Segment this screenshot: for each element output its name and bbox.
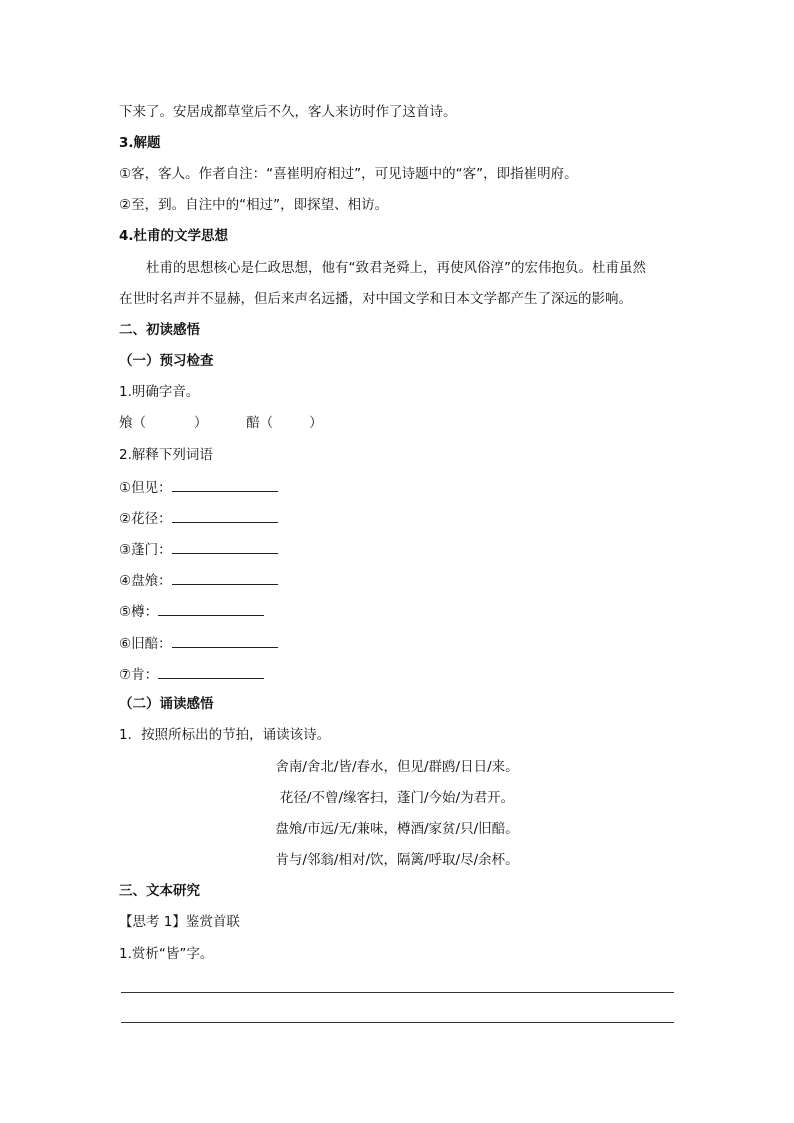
term-label: ⑤樽： — [119, 604, 159, 620]
answer-blank[interactable] — [172, 507, 278, 523]
intro-tail-text: 下来了。安居成都草堂后不久，客人来访时作了这首诗。 — [119, 104, 457, 120]
pron-close-1: ） — [194, 415, 208, 431]
poem-line-1: 舍南/舍北/皆/春水，但见/群鸥/日日/来。 — [275, 759, 519, 775]
poem-line-2: 花径/不曾/缘客扫，蓬门/今始/为君开。 — [279, 790, 515, 806]
term-row-5 — [119, 600, 264, 622]
answer-blank[interactable] — [172, 569, 278, 585]
term-row-4 — [119, 569, 278, 591]
part2-sub1: （一）预习检查 — [119, 353, 214, 369]
question-pronunciation: 1.明确字音。 — [119, 384, 200, 400]
answer-blank[interactable] — [172, 632, 278, 648]
term-label: ④盘飧： — [119, 573, 172, 589]
part3-heading: 三、文本研究 — [119, 883, 200, 899]
question-appreciate: 1.赏析“皆”字。 — [119, 946, 214, 962]
answer-blank[interactable] — [172, 538, 278, 554]
term-label: ⑥旧醅： — [119, 636, 172, 652]
term-row-3 — [119, 538, 278, 560]
section3-heading: 3.解题 — [119, 135, 161, 151]
term-row-6 — [119, 632, 278, 654]
section3-line1: ①客，客人。作者自注：“喜崔明府相过”，可见诗题中的“客”，即指崔明府。 — [119, 166, 578, 182]
answer-line-1[interactable] — [121, 992, 674, 993]
answer-line-2[interactable] — [121, 1022, 674, 1023]
poem-line-4: 肯与/邻翁/相对/饮，隔篱/呼取/尽/余杯。 — [275, 852, 519, 868]
pron-char-1: 飧（ — [119, 415, 146, 431]
part2-sub2: （二）诵读感悟 — [119, 696, 214, 712]
answer-blank[interactable] — [158, 663, 264, 679]
term-row-2 — [119, 507, 278, 529]
term-label: ②花径： — [119, 511, 172, 527]
pronunciation-row — [119, 413, 323, 433]
part2-heading: 二、初读感悟 — [119, 322, 200, 338]
think1-heading: 【思考 1】鉴赏首联 — [119, 914, 240, 930]
question-recite: 1．按照所标出的节拍，诵读该诗。 — [119, 727, 331, 743]
section4-para-line2: 在世时名声并不显赫，但后来声名远播，对中国文学和日本文学都产生了深远的影响。 — [119, 291, 632, 307]
section3-line2: ②至，到。自注中的“相过”，即探望、相访。 — [119, 197, 389, 213]
term-label: ③蓬门： — [119, 542, 172, 558]
section4-para-line1: 杜甫的思想核心是仁政思想，他有“致君尧舜上，再使风俗淳”的宏伟抱负。杜甫虽然 — [146, 260, 646, 276]
term-row-7 — [119, 663, 264, 685]
term-label: ①但见： — [119, 480, 172, 496]
pron-char-2: 醅（ — [246, 415, 274, 431]
question-define-terms: 2.解释下列词语 — [119, 447, 213, 463]
answer-blank[interactable] — [172, 476, 278, 492]
answer-blank[interactable] — [158, 600, 264, 616]
poem-line-3: 盘飧/市远/无/兼味，樽酒/家贫/只/旧醅。 — [275, 821, 519, 837]
pron-close-2: ） — [309, 415, 323, 431]
term-row-1 — [119, 476, 278, 498]
term-label: ⑦肯： — [119, 667, 159, 683]
section4-heading: 4.杜甫的文学思想 — [119, 228, 229, 244]
